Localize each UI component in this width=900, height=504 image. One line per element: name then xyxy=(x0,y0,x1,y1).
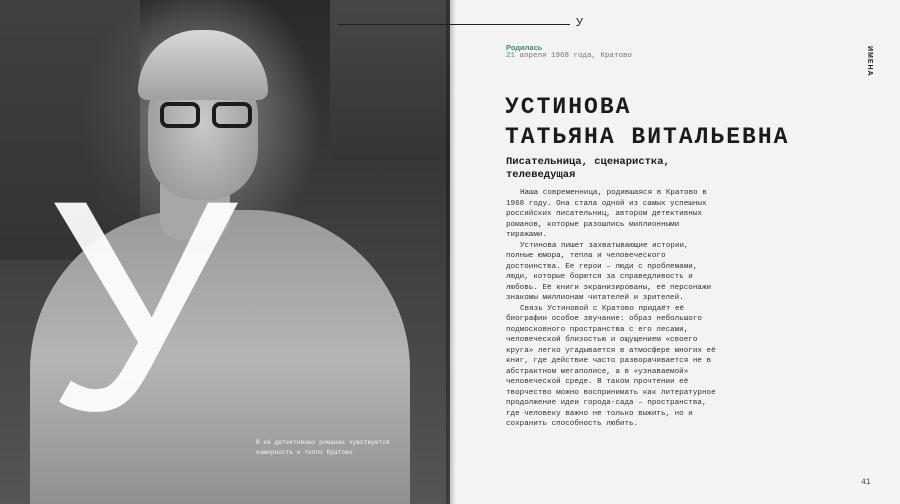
born-label: Родилась xyxy=(506,43,543,52)
biography-text xyxy=(506,188,716,430)
occupation-subtitle: Писательница, сценаристка, телеведущая xyxy=(506,156,670,181)
name-line-surname: УСТИНОВА xyxy=(505,94,632,120)
section-side-label: ИМЕНА xyxy=(866,46,873,77)
bio-paragraph: Наша современница, родившаяся в Кратово в 1968 году. Она стала одной из самых успешных российских писательниц, автором детективных романов, которые разошлись миллионными тиражами. xyxy=(506,189,707,239)
glasses-icon xyxy=(160,102,256,130)
portrait-hair xyxy=(138,30,268,100)
photo-caption: В её детективных романах чувствуется камерность и тепло Кратово xyxy=(256,439,390,456)
name-line-given: ТАТЬЯНА ВИТАЛЬЕВНА xyxy=(505,124,790,150)
page-number: 41 xyxy=(861,478,871,487)
bio-paragraph: Связь Устиновой с Кратово придаёт её биографии особое звучание: образ небольшого подмосковного пространства с его лесами, человеческой близостью и ощущением «своего круга» легко угадывается в атмосфере многих её книг, где действие часто разворачивается не в абстрактном мегаполисе, а в «узнаваемой» человеческой среде. В таком прочтении её творчество можно воспринимать как литературное продолжение идеи города-сада – пространства, где человеку важно не только выжить, но и сохранить способность любить. xyxy=(506,304,716,428)
person-name xyxy=(505,92,789,152)
header-rule xyxy=(338,24,570,25)
born-value: 21 апреля 1968 года, Кратово xyxy=(506,52,633,60)
section-letter: У xyxy=(576,16,584,30)
decorative-initial-letter: У xyxy=(46,137,237,473)
page-gutter xyxy=(446,0,456,504)
bio-paragraph: Устинова пишет захватывающие истории, полные юмора, тепла и человеческого достоинства. Ее герои – люди с проблемами, люди, которые борются за справедливость и любовь. Её книги экранизированы, её персонажи знакомы миллионам читателей и зрителей. xyxy=(506,241,712,302)
